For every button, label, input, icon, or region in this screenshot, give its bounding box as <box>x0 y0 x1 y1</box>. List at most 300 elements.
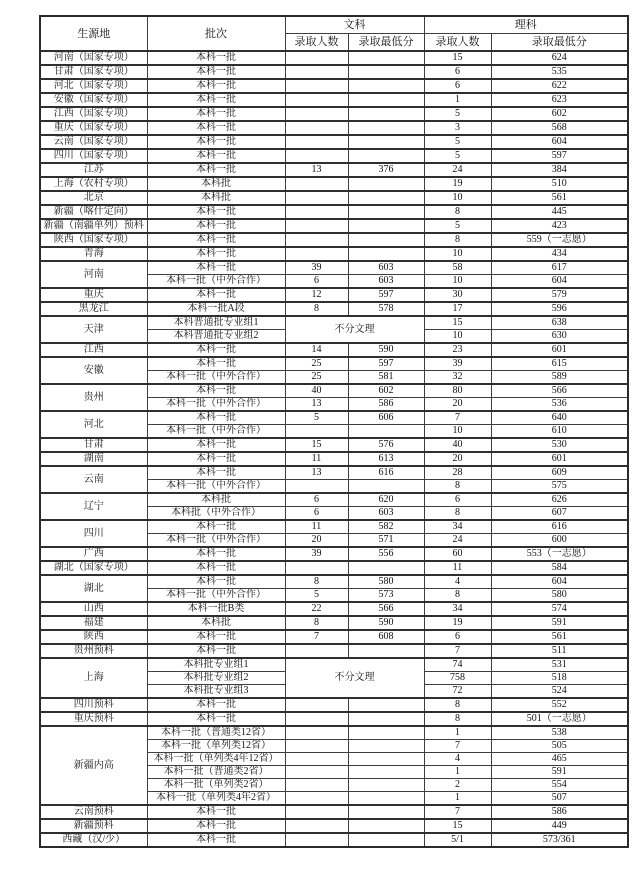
wen-min-score-cell: 578 <box>348 302 424 316</box>
table-row <box>40 107 628 121</box>
table-row <box>40 658 628 672</box>
li-min-score-cell: 538 <box>491 726 628 740</box>
table-row <box>40 135 628 149</box>
origin-cell: 安徽（国家专项） <box>40 93 147 107</box>
batch-cell: 本科一批（中外合作） <box>147 534 285 548</box>
batch-cell: 本科一批 <box>147 121 285 135</box>
wen-admit-count-cell: 7 <box>285 630 348 644</box>
li-admit-count-cell: 5 <box>424 107 491 121</box>
batch-cell: 本科批专业组3 <box>147 685 285 699</box>
origin-cell: 湖北（国家专项） <box>40 561 147 575</box>
wen-admit-count-cell <box>285 779 348 792</box>
wen-min-score-cell <box>348 740 424 753</box>
li-min-score-cell: 591 <box>491 616 628 630</box>
table-row <box>40 191 628 205</box>
batch-cell: 本科一批 <box>147 819 285 833</box>
batch-cell: 本科一批 <box>147 288 285 302</box>
origin-cell: 重庆预科 <box>40 712 147 726</box>
wen-admit-count-cell <box>285 753 348 766</box>
batch-cell: 本科一批 <box>147 520 285 534</box>
no-arts-science-split-cell: 不分文理 <box>285 316 424 343</box>
li-min-score-cell: 384 <box>491 163 628 177</box>
li-admit-count-cell: 10 <box>424 275 491 289</box>
li-admit-count-cell: 4 <box>424 753 491 766</box>
origin-cell: 贵州预科 <box>40 644 147 658</box>
batch-cell: 本科一批（单列类2省） <box>147 779 285 792</box>
no-arts-science-split-cell: 不分文理 <box>285 658 424 698</box>
wen-min-score-cell: 580 <box>348 575 424 589</box>
wen-min-score-cell <box>348 425 424 439</box>
li-admit-count-cell: 2 <box>424 779 491 792</box>
batch-cell: 本科一批 <box>147 135 285 149</box>
batch-cell: 本科一批 <box>147 712 285 726</box>
wen-min-score-cell <box>348 93 424 107</box>
li-min-score-cell: 591 <box>491 766 628 779</box>
wen-min-score-cell: 573 <box>348 589 424 603</box>
batch-cell: 本科一批（中外合作） <box>147 480 285 494</box>
li-min-score-cell: 518 <box>491 672 628 685</box>
li-min-score-cell: 507 <box>491 792 628 806</box>
li-admit-count-cell: 23 <box>424 343 491 357</box>
wen-min-score-cell: 590 <box>348 343 424 357</box>
batch-cell: 本科一批 <box>147 575 285 589</box>
li-min-score-cell: 604 <box>491 275 628 289</box>
wen-min-score-cell <box>348 805 424 819</box>
wen-min-score-cell: 582 <box>348 520 424 534</box>
li-min-score-cell: 607 <box>491 507 628 521</box>
wen-admit-count-cell: 11 <box>285 452 348 466</box>
li-min-score-cell: 575 <box>491 480 628 494</box>
origin-cell: 上海 <box>40 658 147 698</box>
li-min-score-cell: 584 <box>491 561 628 575</box>
batch-cell: 本科一批（中外合作） <box>147 371 285 385</box>
li-min-score-cell: 561 <box>491 630 628 644</box>
table-row <box>40 520 628 534</box>
origin-cell: 新疆（喀什定向） <box>40 205 147 219</box>
wen-min-score-cell <box>348 219 424 233</box>
li-min-score-cell: 622 <box>491 79 628 93</box>
wen-min-score-cell: 571 <box>348 534 424 548</box>
wen-admit-count-cell: 6 <box>285 275 348 289</box>
li-min-score-cell: 434 <box>491 247 628 261</box>
li-admit-count-cell: 1 <box>424 792 491 806</box>
li-min-score-cell: 501（一志愿） <box>491 712 628 726</box>
wen-admit-count-cell <box>285 107 348 121</box>
wen-admit-count-cell: 12 <box>285 288 348 302</box>
li-min-score-cell: 626 <box>491 493 628 507</box>
table-row <box>40 163 628 177</box>
wen-admit-count-cell <box>285 149 348 163</box>
wen-min-score-cell <box>348 121 424 135</box>
table-row <box>40 121 628 135</box>
table-row <box>40 805 628 819</box>
li-admit-count-cell: 6 <box>424 630 491 644</box>
origin-cell: 贵州 <box>40 384 147 411</box>
origin-cell: 北京 <box>40 191 147 205</box>
li-admit-count-cell: 7 <box>424 805 491 819</box>
wen-min-score-cell: 376 <box>348 163 424 177</box>
origin-cell: 甘肃 <box>40 438 147 452</box>
wen-min-score-cell <box>348 819 424 833</box>
batch-cell: 本科一批 <box>147 547 285 561</box>
table-row <box>40 602 628 616</box>
li-admit-count-cell: 24 <box>424 534 491 548</box>
li-admit-count-cell: 40 <box>424 438 491 452</box>
header-row-1 <box>40 16 628 34</box>
table-row <box>40 288 628 302</box>
li-min-score-cell: 640 <box>491 411 628 425</box>
origin-cell: 云南（国家专项） <box>40 135 147 149</box>
li-min-score-cell: 615 <box>491 357 628 371</box>
table-row <box>40 65 628 79</box>
origin-cell: 安徽 <box>40 357 147 384</box>
wen-admit-count-cell <box>285 819 348 833</box>
wen-admit-count-cell <box>285 65 348 79</box>
wen-admit-count-cell <box>285 51 348 65</box>
wen-admit-count-cell: 22 <box>285 602 348 616</box>
li-min-score-cell: 573/361 <box>491 833 628 847</box>
wen-admit-count-cell <box>285 121 348 135</box>
table-row <box>40 316 628 330</box>
header-group-science: 理科 <box>424 16 628 34</box>
batch-cell: 本科一批 <box>147 452 285 466</box>
li-admit-count-cell: 60 <box>424 547 491 561</box>
li-admit-count-cell: 6 <box>424 493 491 507</box>
batch-cell: 本科一批 <box>147 79 285 93</box>
wen-admit-count-cell <box>285 726 348 740</box>
table-row <box>40 561 628 575</box>
table-row <box>40 630 628 644</box>
origin-cell: 广西 <box>40 547 147 561</box>
header-wen-admit-count: 录取人数 <box>285 34 348 52</box>
wen-min-score-cell: 603 <box>348 261 424 275</box>
batch-cell: 本科一批 <box>147 561 285 575</box>
origin-cell: 湖北 <box>40 575 147 602</box>
wen-admit-count-cell: 25 <box>285 371 348 385</box>
li-admit-count-cell: 6 <box>424 65 491 79</box>
origin-cell: 辽宁 <box>40 493 147 520</box>
wen-admit-count-cell <box>285 177 348 191</box>
li-min-score-cell: 601 <box>491 343 628 357</box>
batch-cell: 本科批（中外合作） <box>147 507 285 521</box>
origin-cell: 陕西 <box>40 630 147 644</box>
li-min-score-cell: 568 <box>491 121 628 135</box>
wen-admit-count-cell: 11 <box>285 520 348 534</box>
batch-cell: 本科一批（中外合作） <box>147 589 285 603</box>
wen-min-score-cell <box>348 79 424 93</box>
wen-admit-count-cell: 13 <box>285 466 348 480</box>
li-min-score-cell: 445 <box>491 205 628 219</box>
li-admit-count-cell: 15 <box>424 819 491 833</box>
wen-admit-count-cell: 6 <box>285 493 348 507</box>
li-min-score-cell: 589 <box>491 371 628 385</box>
li-admit-count-cell: 10 <box>424 247 491 261</box>
batch-cell: 本科普通批专业组2 <box>147 330 285 344</box>
origin-cell: 河北 <box>40 411 147 438</box>
wen-min-score-cell <box>348 753 424 766</box>
batch-cell: 本科一批B类 <box>147 602 285 616</box>
li-admit-count-cell: 15 <box>424 316 491 330</box>
table-row <box>40 247 628 261</box>
wen-admit-count-cell: 40 <box>285 384 348 398</box>
batch-cell: 本科批专业组1 <box>147 658 285 672</box>
li-min-score-cell: 617 <box>491 261 628 275</box>
batch-cell: 本科一批 <box>147 343 285 357</box>
table-row <box>40 177 628 191</box>
wen-min-score-cell: 620 <box>348 493 424 507</box>
origin-cell: 重庆 <box>40 288 147 302</box>
li-admit-count-cell: 32 <box>424 371 491 385</box>
table-row <box>40 219 628 233</box>
wen-admit-count-cell <box>285 712 348 726</box>
li-admit-count-cell: 3 <box>424 121 491 135</box>
wen-admit-count-cell <box>285 233 348 247</box>
li-min-score-cell: 536 <box>491 398 628 412</box>
wen-min-score-cell <box>348 177 424 191</box>
batch-cell: 本科一批 <box>147 411 285 425</box>
batch-cell: 本科一批（单列类4年2省） <box>147 792 285 806</box>
table-header <box>40 16 628 51</box>
li-admit-count-cell: 58 <box>424 261 491 275</box>
wen-min-score-cell <box>348 191 424 205</box>
wen-min-score-cell: 590 <box>348 616 424 630</box>
wen-admit-count-cell: 5 <box>285 411 348 425</box>
batch-cell: 本科批 <box>147 177 285 191</box>
batch-cell: 本科一批 <box>147 833 285 847</box>
origin-cell: 江西 <box>40 343 147 357</box>
li-min-score-cell: 465 <box>491 753 628 766</box>
wen-admit-count-cell: 39 <box>285 547 348 561</box>
batch-cell: 本科批 <box>147 191 285 205</box>
batch-cell: 本科一批 <box>147 644 285 658</box>
origin-cell: 湖南 <box>40 452 147 466</box>
wen-admit-count-cell <box>285 219 348 233</box>
origin-cell: 江西（国家专项） <box>40 107 147 121</box>
origin-cell: 云南 <box>40 466 147 493</box>
li-min-score-cell: 559（一志愿） <box>491 233 628 247</box>
wen-min-score-cell: 608 <box>348 630 424 644</box>
table-row <box>40 302 628 316</box>
li-admit-count-cell: 7 <box>424 411 491 425</box>
batch-cell: 本科一批 <box>147 149 285 163</box>
wen-min-score-cell: 606 <box>348 411 424 425</box>
batch-cell: 本科一批（单列类12省） <box>147 740 285 753</box>
batch-cell: 本科一批 <box>147 630 285 644</box>
li-admit-count-cell: 5 <box>424 135 491 149</box>
batch-cell: 本科一批 <box>147 93 285 107</box>
li-min-score-cell: 638 <box>491 316 628 330</box>
li-admit-count-cell: 20 <box>424 398 491 412</box>
batch-cell: 本科一批 <box>147 233 285 247</box>
li-min-score-cell: 531 <box>491 658 628 672</box>
li-min-score-cell: 574 <box>491 602 628 616</box>
batch-cell: 本科普通批专业组1 <box>147 316 285 330</box>
header-li-min-score: 录取最低分 <box>491 34 628 52</box>
li-admit-count-cell: 10 <box>424 330 491 344</box>
li-admit-count-cell: 8 <box>424 712 491 726</box>
li-min-score-cell: 616 <box>491 520 628 534</box>
batch-cell: 本科一批 <box>147 107 285 121</box>
li-min-score-cell: 530 <box>491 438 628 452</box>
li-admit-count-cell: 19 <box>424 177 491 191</box>
li-admit-count-cell: 34 <box>424 602 491 616</box>
wen-min-score-cell: 576 <box>348 438 424 452</box>
li-min-score-cell: 579 <box>491 288 628 302</box>
wen-admit-count-cell <box>285 191 348 205</box>
li-min-score-cell: 630 <box>491 330 628 344</box>
li-admit-count-cell: 758 <box>424 672 491 685</box>
li-admit-count-cell: 20 <box>424 452 491 466</box>
batch-cell: 本科批 <box>147 616 285 630</box>
li-min-score-cell: 623 <box>491 93 628 107</box>
table-row <box>40 51 628 65</box>
li-admit-count-cell: 5 <box>424 149 491 163</box>
batch-cell: 本科一批 <box>147 805 285 819</box>
li-min-score-cell: 580 <box>491 589 628 603</box>
wen-admit-count-cell: 8 <box>285 616 348 630</box>
wen-admit-count-cell: 20 <box>285 534 348 548</box>
table-row <box>40 833 628 847</box>
origin-cell: 重庆（国家专项） <box>40 121 147 135</box>
wen-admit-count-cell: 25 <box>285 357 348 371</box>
wen-min-score-cell: 586 <box>348 398 424 412</box>
table-row <box>40 698 628 712</box>
table-row <box>40 357 628 371</box>
table-row <box>40 411 628 425</box>
li-admit-count-cell: 7 <box>424 740 491 753</box>
li-min-score-cell: 597 <box>491 149 628 163</box>
wen-min-score-cell <box>348 698 424 712</box>
wen-min-score-cell <box>348 51 424 65</box>
table-row <box>40 644 628 658</box>
table-row <box>40 149 628 163</box>
origin-cell: 上海（农村专项） <box>40 177 147 191</box>
wen-admit-count-cell: 15 <box>285 438 348 452</box>
wen-min-score-cell <box>348 712 424 726</box>
table-row <box>40 79 628 93</box>
table-row <box>40 452 628 466</box>
wen-min-score-cell <box>348 561 424 575</box>
wen-min-score-cell <box>348 233 424 247</box>
wen-admit-count-cell <box>285 833 348 847</box>
origin-cell: 新疆内高 <box>40 726 147 805</box>
batch-cell: 本科一批（普通类2省） <box>147 766 285 779</box>
header-batch: 批次 <box>147 16 285 51</box>
li-admit-count-cell: 28 <box>424 466 491 480</box>
origin-cell: 云南预科 <box>40 805 147 819</box>
li-admit-count-cell: 8 <box>424 698 491 712</box>
li-min-score-cell: 505 <box>491 740 628 753</box>
table-row <box>40 819 628 833</box>
li-admit-count-cell: 8 <box>424 233 491 247</box>
origin-cell: 青海 <box>40 247 147 261</box>
wen-admit-count-cell <box>285 644 348 658</box>
wen-admit-count-cell <box>285 247 348 261</box>
wen-admit-count-cell <box>285 425 348 439</box>
origin-cell: 新疆（南疆单列）预科 <box>40 219 147 233</box>
batch-cell: 本科一批 <box>147 51 285 65</box>
wen-min-score-cell: 566 <box>348 602 424 616</box>
header-li-admit-count: 录取人数 <box>424 34 491 52</box>
wen-admit-count-cell: 13 <box>285 398 348 412</box>
table-body <box>40 51 628 847</box>
table-row <box>40 438 628 452</box>
wen-min-score-cell <box>348 205 424 219</box>
li-min-score-cell: 624 <box>491 51 628 65</box>
li-admit-count-cell: 19 <box>424 616 491 630</box>
batch-cell: 本科一批 <box>147 65 285 79</box>
li-admit-count-cell: 39 <box>424 357 491 371</box>
li-min-score-cell: 561 <box>491 191 628 205</box>
wen-min-score-cell <box>348 107 424 121</box>
li-admit-count-cell: 80 <box>424 384 491 398</box>
li-min-score-cell: 586 <box>491 805 628 819</box>
li-min-score-cell: 423 <box>491 219 628 233</box>
wen-min-score-cell <box>348 480 424 494</box>
wen-min-score-cell: 597 <box>348 288 424 302</box>
batch-cell: 本科一批 <box>147 247 285 261</box>
wen-admit-count-cell: 5 <box>285 589 348 603</box>
batch-cell: 本科一批 <box>147 384 285 398</box>
origin-cell: 西藏（汉/少） <box>40 833 147 847</box>
table-row <box>40 493 628 507</box>
origin-cell: 四川（国家专项） <box>40 149 147 163</box>
li-admit-count-cell: 30 <box>424 288 491 302</box>
wen-admit-count-cell <box>285 792 348 806</box>
li-admit-count-cell: 10 <box>424 425 491 439</box>
li-min-score-cell: 596 <box>491 302 628 316</box>
origin-cell: 黑龙江 <box>40 302 147 316</box>
li-min-score-cell: 566 <box>491 384 628 398</box>
admission-score-table <box>39 15 629 848</box>
wen-min-score-cell <box>348 135 424 149</box>
li-admit-count-cell: 7 <box>424 644 491 658</box>
wen-min-score-cell: 581 <box>348 371 424 385</box>
li-admit-count-cell: 1 <box>424 726 491 740</box>
table-row <box>40 233 628 247</box>
wen-min-score-cell: 597 <box>348 357 424 371</box>
wen-admit-count-cell <box>285 561 348 575</box>
origin-cell: 天津 <box>40 316 147 343</box>
origin-cell: 河北（国家专项） <box>40 79 147 93</box>
li-admit-count-cell: 34 <box>424 520 491 534</box>
li-min-score-cell: 552 <box>491 698 628 712</box>
li-min-score-cell: 553（一志愿） <box>491 547 628 561</box>
table-row <box>40 343 628 357</box>
table-row <box>40 384 628 398</box>
wen-admit-count-cell: 6 <box>285 507 348 521</box>
batch-cell: 本科一批 <box>147 205 285 219</box>
li-min-score-cell: 602 <box>491 107 628 121</box>
table-row <box>40 616 628 630</box>
wen-admit-count-cell: 14 <box>285 343 348 357</box>
wen-min-score-cell: 603 <box>348 275 424 289</box>
li-admit-count-cell: 1 <box>424 766 491 779</box>
li-admit-count-cell: 15 <box>424 51 491 65</box>
li-min-score-cell: 535 <box>491 65 628 79</box>
li-min-score-cell: 449 <box>491 819 628 833</box>
wen-min-score-cell <box>348 149 424 163</box>
wen-min-score-cell <box>348 792 424 806</box>
li-min-score-cell: 610 <box>491 425 628 439</box>
wen-min-score-cell <box>348 779 424 792</box>
table-row <box>40 205 628 219</box>
wen-min-score-cell: 616 <box>348 466 424 480</box>
origin-cell: 河南 <box>40 261 147 288</box>
batch-cell: 本科一批 <box>147 163 285 177</box>
batch-cell: 本科一批 <box>147 261 285 275</box>
wen-admit-count-cell: 8 <box>285 575 348 589</box>
